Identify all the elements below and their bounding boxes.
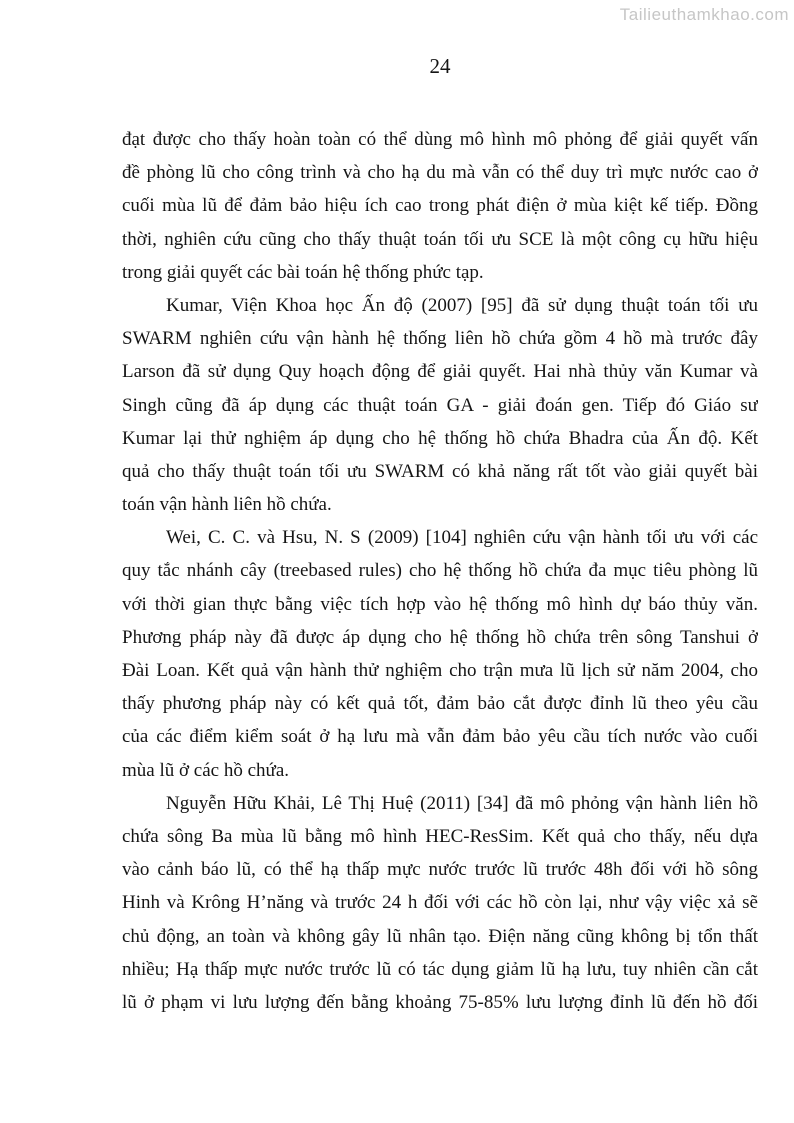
text-line: Wei, C. C. và Hsu, N. S (2009) [104] nghiên cứu vận hành tối ưu với các [166, 527, 758, 549]
paragraph-4 [122, 787, 758, 1019]
text-line: toán vận hành liên hồ chứa. [122, 494, 332, 516]
text-line: thấy phương pháp này có kết quả tốt, đảm bảo cắt được đỉnh lũ theo yêu cầu [122, 693, 758, 715]
text-line: SWARM nghiên cứu vận hành hệ thống liên hồ chứa gồm 4 hồ mà trước đây [122, 328, 758, 350]
text-line: chủ động, an toàn và không gây lũ nhân tạo. Điện năng cũng không bị tổn thất [122, 925, 758, 947]
text-line: mùa lũ ở các hồ chứa. [122, 759, 290, 781]
text-line: Nguyễn Hữu Khải, Lê Thị Huệ (2011) [34] đã mô phỏng vận hành liên hồ [166, 792, 758, 814]
text-line: Phương pháp này đã được áp dụng cho hệ thống hồ chứa trên sông Tanshui ở [122, 626, 758, 648]
page-number: 24 [429, 54, 451, 78]
paragraph-1 [122, 123, 758, 289]
watermark: Tailieuthamkhao.com [619, 5, 789, 24]
text-line: trong giải quyết các bài toán hệ thống phức tạp. [122, 261, 484, 283]
text-line: đạt được cho thấy hoàn toàn có thể dùng mô hình mô phỏng để giải quyết vấn [122, 129, 758, 150]
text-line: Đài Loan. Kết quả vận hành thử nghiệm cho trận mưa lũ lịch sử năm 2004, cho [122, 660, 758, 681]
text-line: Larson đã sử dụng Quy hoạch động để giải quyết. Hai nhà thủy văn Kumar và [122, 361, 758, 383]
text-line: vào cảnh báo lũ, có thể hạ thấp mực nước trước lũ trước 48h đối với hồ sông [122, 859, 758, 881]
text-line: nhiều; Hạ thấp mực nước trước lũ có tác dụng giảm lũ hạ lưu, tuy nhiên cần cắt [122, 958, 758, 980]
text-line: quả cho thấy thuật toán tối ưu SWARM có khả năng rất tốt vào giải quyết bài [122, 460, 758, 482]
text-line: lũ ở phạm vi lưu lượng đến bằng khoảng 75-85% lưu lượng đỉnh lũ đến hồ đối [122, 991, 758, 1013]
body-text [122, 123, 758, 1019]
text-line: thời, nghiên cứu cũng cho thấy thuật toán tối ưu SCE là một công cụ hữu hiệu [122, 228, 758, 250]
text-line: Kumar, Viện Khoa học Ấn độ (2007) [95] đã sử dụng thuật toán tối ưu [166, 294, 758, 316]
text-line: Kumar lại thử nghiệm áp dụng cho hệ thống hồ chứa Bhadra của Ấn độ. Kết [122, 427, 758, 449]
text-line: của các điểm kiểm soát ở hạ lưu mà vẫn đảm bảo yêu cầu tích nước vào cuối [122, 726, 758, 748]
text-line: chứa sông Ba mùa lũ bằng mô hình HEC-ResSim. Kết quả cho thấy, nếu dựa [122, 825, 758, 847]
text-line: cuối mùa lũ để đảm bảo hiệu ích cao trong phát điện ở mùa kiệt kế tiếp. Đồng [122, 195, 758, 217]
text-line: đề phòng lũ cho công trình và cho hạ du mà vẫn có thể duy trì mực nước cao ở [122, 162, 758, 184]
text-line: với thời gian thực bằng việc tích hợp vào hệ thống mô hình dự báo thủy văn. [122, 593, 758, 615]
text-line: quy tắc nhánh cây (treebased rules) cho hệ thống hồ chứa đa mục tiêu phòng lũ [122, 560, 758, 582]
text-line: Singh cũng đã áp dụng các thuật toán GA - giải đoán gen. Tiếp đó Giáo sư [122, 394, 758, 416]
text-line: Hinh và Krông H’năng và trước 24 h đối với các hồ còn lại, như vậy việc xả sẽ [122, 892, 758, 914]
paragraph-2 [122, 289, 758, 521]
paragraph-3 [122, 521, 758, 787]
